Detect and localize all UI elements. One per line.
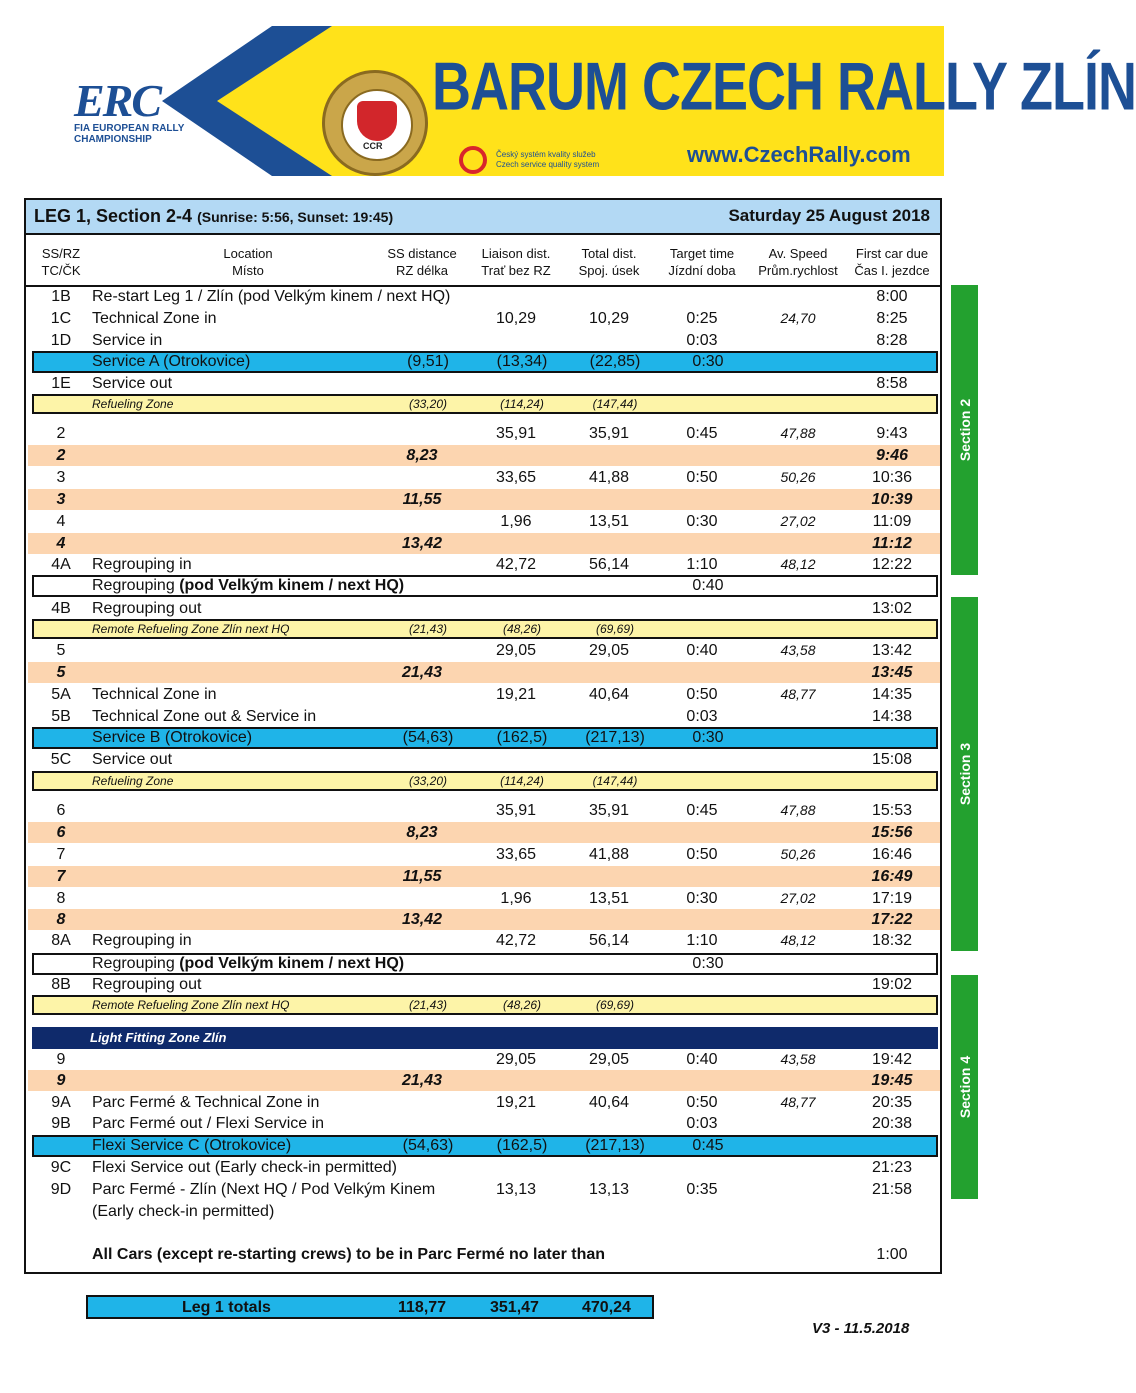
lion-icon: [357, 101, 397, 141]
location: Refueling Zone: [92, 397, 174, 411]
totals-liaison-distance: 351,47: [490, 1299, 539, 1316]
ss-number: 7: [56, 868, 66, 885]
special-stage-row: [28, 866, 940, 887]
location: Technical Zone out & Service in: [92, 708, 317, 725]
target-time: 0:45: [686, 425, 718, 442]
ss-number: 2: [56, 447, 66, 464]
liaison-distance: (162,5): [496, 1137, 548, 1154]
ss-number: 4B: [51, 600, 71, 617]
time-control-row: [28, 467, 940, 488]
leg-title: LEG 1, Section 2-4 (Sunrise: 5:56, Sunset: 19:45): [34, 206, 394, 226]
regroup-row: [32, 575, 938, 597]
time-control-row: [28, 844, 940, 865]
column-header: Total dist. Spoj. úsek: [578, 246, 640, 278]
location: Service in: [92, 332, 163, 349]
special-stage-row: [28, 909, 940, 930]
first-car-due: 9:46: [875, 447, 909, 464]
average-speed: 50,26: [780, 469, 816, 485]
seal-text: CCR: [363, 141, 383, 151]
first-car-due: 13:45: [871, 664, 913, 681]
liaison-distance: 19,21: [495, 686, 537, 703]
liaison-distance: 1,96: [500, 513, 532, 530]
service-row: [32, 351, 938, 373]
time-control-row: [28, 511, 940, 532]
section-label: Section 4: [956, 1055, 973, 1119]
column-header: Location Místo: [223, 246, 273, 278]
location: Parc Fermé - Zlín (Next HQ / Pod Velkým Kinem: [92, 1181, 436, 1198]
total-distance: 29,05: [588, 1051, 630, 1068]
time-control-row: [28, 1201, 940, 1222]
ss-number: 9: [56, 1072, 66, 1089]
first-car-due: 17:19: [871, 890, 913, 907]
refuel-row: [32, 995, 938, 1015]
ss-distance: 13,42: [401, 535, 443, 552]
average-speed: 47,88: [780, 425, 816, 441]
total-distance: 29,05: [588, 642, 630, 659]
liaison-distance: 1,96: [500, 890, 532, 907]
location: Regrouping (pod Velkým kinem / next HQ): [92, 955, 405, 972]
ss-distance: 21,43: [401, 1072, 443, 1089]
first-car-due: 21:58: [871, 1181, 913, 1198]
column-header: SS distance RZ délka: [387, 246, 457, 278]
ss-number: 9D: [50, 1181, 72, 1198]
time-control-row: [28, 373, 940, 394]
liaison-distance: 13,13: [495, 1181, 537, 1198]
ss-distance: (33,20): [408, 774, 448, 788]
first-car-due: 17:22: [871, 911, 913, 928]
time-control-row: [28, 888, 940, 909]
ss-number: 3: [56, 491, 66, 508]
first-car-due: 9:43: [876, 425, 908, 442]
first-car-due: 11:12: [872, 535, 912, 552]
first-car-due: 16:46: [871, 846, 913, 863]
ss-number: 5C: [50, 751, 72, 768]
ss-number: 1B: [51, 288, 71, 305]
ss-number: 8B: [51, 976, 71, 993]
first-car-due: 15:08: [871, 751, 913, 768]
liaison-distance: (48,26): [502, 998, 542, 1012]
total-distance: 41,88: [588, 469, 630, 486]
first-car-due: 10:39: [871, 491, 913, 508]
total-distance: 35,91: [588, 802, 630, 819]
first-car-due: 16:49: [871, 868, 913, 885]
ss-number: 8: [56, 911, 66, 928]
liaison-distance: 35,91: [495, 802, 537, 819]
target-time: 0:03: [686, 708, 718, 725]
ss-number: 7: [56, 846, 66, 863]
first-car-due: 19:02: [871, 976, 913, 993]
location: (Early check-in permitted): [92, 1203, 275, 1220]
location: Service B (Otrokovice): [92, 729, 253, 746]
ss-distance: 21,43: [401, 664, 443, 681]
target-time: 0:30: [686, 513, 718, 530]
time-control-row: [28, 330, 940, 351]
quality-logo-icon: [459, 146, 487, 174]
time-control-row: [28, 706, 940, 727]
totals-label: Leg 1 totals: [182, 1299, 271, 1316]
leg-totals: [86, 1295, 654, 1319]
average-speed: 43,58: [780, 1051, 816, 1067]
target-time: 0:50: [686, 846, 718, 863]
location: Regrouping out: [92, 976, 202, 993]
time-control-row: [28, 1049, 940, 1070]
liaison-distance: 33,65: [495, 469, 537, 486]
total-distance: 40,64: [588, 1094, 630, 1111]
total-distance: 35,91: [588, 425, 630, 442]
ss-number: 1E: [51, 375, 71, 392]
location: Remote Refueling Zone Zlín next HQ: [92, 622, 290, 636]
total-distance: (217,13): [585, 1137, 645, 1154]
liaison-distance: 35,91: [495, 425, 537, 442]
column-header: Av. Speed Prům.rychlost: [758, 246, 838, 278]
ss-distance: 8,23: [406, 447, 438, 464]
ss-distance: 8,23: [406, 824, 438, 841]
leg-date: Saturday 25 August 2018: [728, 206, 930, 225]
liaison-distance: (114,24): [500, 397, 544, 411]
column-header: Target time Jízdní doba: [668, 246, 736, 278]
first-car-due: 14:35: [871, 686, 913, 703]
section-marker: [951, 597, 978, 951]
time-control-row: [28, 1179, 940, 1200]
location: Regrouping (pod Velkým kinem / next HQ): [92, 577, 405, 594]
total-distance: (147,44): [592, 774, 638, 788]
ss-distance: (54,63): [402, 1137, 454, 1154]
location: Parc Fermé & Technical Zone in: [92, 1094, 320, 1111]
first-car-due: 20:38: [871, 1115, 913, 1132]
time-control-row: [28, 800, 940, 821]
ss-number: 9A: [51, 1094, 71, 1111]
first-car-due: 15:56: [871, 824, 913, 841]
light-fitting-row: [32, 1027, 938, 1049]
time-control-row: [28, 640, 940, 661]
liaison-distance: (162,5): [496, 729, 548, 746]
target-time: 0:40: [686, 642, 718, 659]
column-header: SS/RZ TC/ČK: [41, 246, 81, 278]
time-control-row: [28, 1092, 940, 1113]
first-car-due: 20:35: [871, 1094, 913, 1111]
average-speed: 48,12: [780, 556, 816, 572]
ss-distance: 11,55: [402, 868, 442, 885]
first-car-due: 11:09: [872, 513, 912, 530]
ss-number: 4: [56, 535, 66, 552]
ss-number: 6: [56, 802, 66, 819]
target-time: 0:35: [686, 1181, 718, 1198]
liaison-distance: 10,29: [495, 310, 537, 327]
target-time: 0:40: [692, 577, 724, 594]
ss-number: 6: [56, 824, 66, 841]
ss-number: 5B: [51, 708, 71, 725]
target-time: 0:03: [686, 332, 718, 349]
total-distance: 13,51: [588, 513, 630, 530]
ss-distance: (21,43): [408, 998, 448, 1012]
autoklub-seal-icon: [322, 70, 428, 176]
location: Refueling Zone: [92, 774, 174, 788]
liaison-distance: 29,05: [495, 642, 537, 659]
total-distance: 41,88: [588, 846, 630, 863]
erc-text: FIA EUROPEAN RALLY CHAMPIONSHIP: [74, 123, 185, 145]
location: All Cars (except re-starting crews) to be in Parc Fermé no later than: [92, 1246, 606, 1263]
location: Light Fitting Zone Zlín: [90, 1030, 227, 1045]
ss-number: 3: [56, 469, 66, 486]
ss-number: 8: [56, 890, 66, 907]
location: Flexi Service C (Otrokovice): [92, 1137, 292, 1154]
total-distance: (22,85): [589, 353, 641, 370]
special-stage-row: [28, 445, 940, 466]
section-label: Section 2: [956, 398, 973, 462]
target-time: 0:30: [692, 729, 724, 746]
service-row: [32, 727, 938, 749]
total-distance: 13,13: [588, 1181, 630, 1198]
ss-number: 4A: [51, 556, 71, 573]
target-time: 0:50: [686, 1094, 718, 1111]
special-stage-row: [28, 822, 940, 843]
liaison-distance: (114,24): [500, 774, 544, 788]
liaison-distance: 33,65: [495, 846, 537, 863]
average-speed: 48,12: [780, 932, 816, 948]
liaison-distance: 42,72: [495, 932, 537, 949]
event-banner: [22, 26, 1136, 176]
location: Technical Zone in: [92, 686, 217, 703]
average-speed: 27,02: [780, 890, 816, 906]
totals-total-distance: 470,24: [582, 1299, 631, 1316]
time-control-row: [28, 423, 940, 444]
column-header: First car due Čas I. jezdce: [854, 246, 930, 278]
time-control-row: [28, 1113, 940, 1134]
totals-ss-distance: 118,77: [398, 1299, 447, 1316]
first-car-due: 12:22: [871, 556, 913, 573]
ss-number: 1D: [50, 332, 72, 349]
time-control-row: [28, 684, 940, 705]
ss-distance: (21,43): [408, 622, 448, 636]
first-car-due: 8:25: [876, 310, 908, 327]
column-header: Liaison dist. Trať bez RZ: [481, 246, 551, 278]
location: Re-start Leg 1 / Zlín (pod Velkým kinem / next HQ): [92, 288, 451, 305]
ss-number: 5: [56, 642, 66, 659]
first-car-due: 1:00: [876, 1246, 908, 1263]
average-speed: 47,88: [780, 802, 816, 818]
first-car-due: 8:28: [876, 332, 908, 349]
ss-distance: 13,42: [401, 911, 443, 928]
section-marker: [951, 285, 978, 575]
average-speed: 43,58: [780, 642, 816, 658]
location: Service out: [92, 375, 173, 392]
total-distance: (217,13): [585, 729, 645, 746]
version-label: V3 - 11.5.2018: [812, 1320, 910, 1337]
erc-mark: ERC: [74, 75, 161, 126]
ss-distance: (33,20): [408, 397, 448, 411]
first-car-due: 14:38: [871, 708, 913, 725]
ss-number: 5A: [51, 686, 71, 703]
total-distance: (147,44): [592, 397, 638, 411]
average-speed: 50,26: [780, 846, 816, 862]
ss-distance: 11,55: [402, 491, 442, 508]
location: Regrouping in: [92, 932, 192, 949]
location: Regrouping out: [92, 600, 202, 617]
time-control-row: [28, 308, 940, 329]
target-time: 0:40: [686, 1051, 718, 1068]
average-speed: 24,70: [780, 310, 816, 326]
time-control-row: [28, 974, 940, 995]
liaison-distance: 19,21: [495, 1094, 537, 1111]
special-stage-row: [28, 662, 940, 683]
regroup-row: [32, 953, 938, 975]
time-control-row: [28, 749, 940, 770]
target-time: 0:45: [692, 1137, 724, 1154]
ss-number: 5: [56, 664, 66, 681]
location: Remote Refueling Zone Zlín next HQ: [92, 998, 290, 1012]
time-control-row: [28, 286, 940, 307]
section-label: Section 3: [956, 742, 973, 806]
banner-url[interactable]: www.CzechRally.com: [687, 142, 911, 167]
location: Technical Zone in: [92, 310, 217, 327]
target-time: 0:25: [686, 310, 718, 327]
first-car-due: 8:00: [876, 288, 908, 305]
liaison-distance: 29,05: [495, 1051, 537, 1068]
ss-number: 8A: [51, 932, 71, 949]
ss-number: 4: [56, 513, 66, 530]
refuel-row: [32, 771, 938, 791]
special-stage-row: [28, 533, 940, 554]
refuel-row: [32, 619, 938, 639]
target-time: 0:30: [686, 890, 718, 907]
target-time: 0:30: [692, 955, 724, 972]
first-car-due: 21:23: [871, 1159, 913, 1176]
time-control-row: [28, 554, 940, 575]
ss-distance: (54,63): [402, 729, 454, 746]
total-distance: (69,69): [595, 998, 635, 1012]
average-speed: 48,77: [780, 1094, 816, 1110]
target-time: 1:10: [686, 556, 718, 573]
time-control-row: [28, 598, 940, 619]
total-distance: (69,69): [595, 622, 635, 636]
special-stage-row: [28, 489, 940, 510]
location: Regrouping in: [92, 556, 192, 573]
first-car-due: 15:53: [871, 802, 913, 819]
target-time: 0:45: [686, 802, 718, 819]
total-distance: 56,14: [588, 932, 630, 949]
ss-number: 1C: [50, 310, 72, 327]
first-car-due: 19:45: [871, 1072, 913, 1089]
quality-text: Český systém kvality služeb Czech service quality system: [496, 150, 600, 169]
first-car-due: 8:58: [876, 375, 908, 392]
time-control-row: [28, 930, 940, 951]
special-stage-row: [28, 1070, 940, 1091]
target-time: 0:50: [686, 469, 718, 486]
first-car-due: 13:42: [871, 642, 913, 659]
target-time: 1:10: [686, 932, 718, 949]
section-marker: [951, 975, 978, 1199]
liaison-distance: (48,26): [502, 622, 542, 636]
time-control-row: [28, 1157, 940, 1178]
ss-number: 2: [56, 425, 66, 442]
erc-logo: [74, 74, 224, 145]
location: Flexi Service out (Early check-in permitted): [92, 1159, 397, 1176]
first-car-due: 13:02: [871, 600, 913, 617]
target-time: 0:30: [692, 353, 724, 370]
itinerary-table: [24, 198, 942, 1274]
location: Service out: [92, 751, 173, 768]
first-car-due: 10:36: [871, 469, 913, 486]
ss-number: 9: [56, 1051, 66, 1068]
target-time: 0:50: [686, 686, 718, 703]
total-distance: 40,64: [588, 686, 630, 703]
total-distance: 13,51: [588, 890, 630, 907]
ss-distance: (9,51): [407, 353, 449, 370]
time-control-row: [28, 1244, 940, 1265]
itinerary-header: [26, 200, 940, 235]
target-time: 0:03: [686, 1115, 718, 1132]
service-row: [32, 1135, 938, 1157]
first-car-due: 19:42: [871, 1051, 913, 1068]
liaison-distance: 42,72: [495, 556, 537, 573]
average-speed: 27,02: [780, 513, 816, 529]
ss-number: 9C: [50, 1159, 72, 1176]
refuel-row: [32, 394, 938, 414]
total-distance: 10,29: [588, 310, 630, 327]
total-distance: 56,14: [588, 556, 630, 573]
banner-title: BARUM CZECH RALLY ZLÍN: [432, 49, 1136, 125]
ss-number: 9B: [51, 1115, 71, 1132]
first-car-due: 18:32: [871, 932, 913, 949]
average-speed: 48,77: [780, 686, 816, 702]
location: Parc Fermé out / Flexi Service in: [92, 1115, 325, 1132]
location: Service A (Otrokovice): [92, 353, 251, 370]
liaison-distance: (13,34): [496, 353, 548, 370]
